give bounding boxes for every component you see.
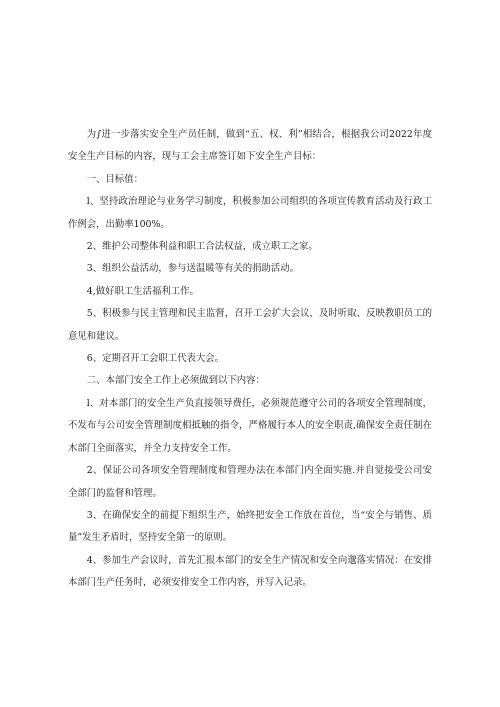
target-item-1: l、坚持政治理论与业务学习制度，积极参加公司组织的各项宣传教育活动及行政工作例会，出勤率100%。: [68, 196, 432, 230]
document-body: [68, 124, 432, 595]
section-heading-targets: 一、目标值：: [86, 173, 144, 185]
target-item-6: 6、定期召开工会职工代表大会。: [86, 353, 225, 365]
duty-item-3: 3、在确保安全的前提下组织生产，始终把安全工作放在首位，当“安全与销售、质量”发生矛盾时，坚持安全第一的原则。: [68, 509, 432, 544]
intro-paragraph: 为∫进一步落实安全生产员任制，做到“五、权、利”相结合，根据我公司2022年度安全生产目标的内容，现与工会主席签订如下安全生产目标：: [68, 129, 432, 163]
target-item-2: 2、维护公司整体利益和职工合法权益，成立职工之家。: [86, 241, 318, 253]
target-item-3: 3、组织公益活动，参与送温暖等有关的捐助活动。: [86, 263, 300, 275]
duty-item-4: 4、参加生产会议时，首先汇报本部门的安全生产情况和安全向邈落实情况：在安排本部门生产任务时，必须安排安全工作内容，并写入记录。: [68, 554, 432, 589]
target-item-4: 4,做好职工生活福利工作。: [86, 285, 199, 297]
section-heading-duties: 二、本部门安全工作上必须做到以下内容：: [86, 375, 265, 387]
duty-item-2: 2、保证公司各项安全管理制度和管理办法在本部门内全面实施.并自觉接受公司安全部门的监督和管理。: [68, 465, 432, 499]
target-item-5: 5、积极参与民主管理和民主监督，召开工会扩大会议，及时听取、反映教职员工的意见和建议。: [68, 308, 432, 342]
duty-item-1: l、对本部门的安全生产负直接领导费任，必须规范遵守公司的各项安全管理制度，不发布与公司安全管理制度相抵触的指令，严格履行本人的安全职责,确保安全责任制在木部门全面落实，并全力支持安全工作。: [68, 397, 432, 454]
